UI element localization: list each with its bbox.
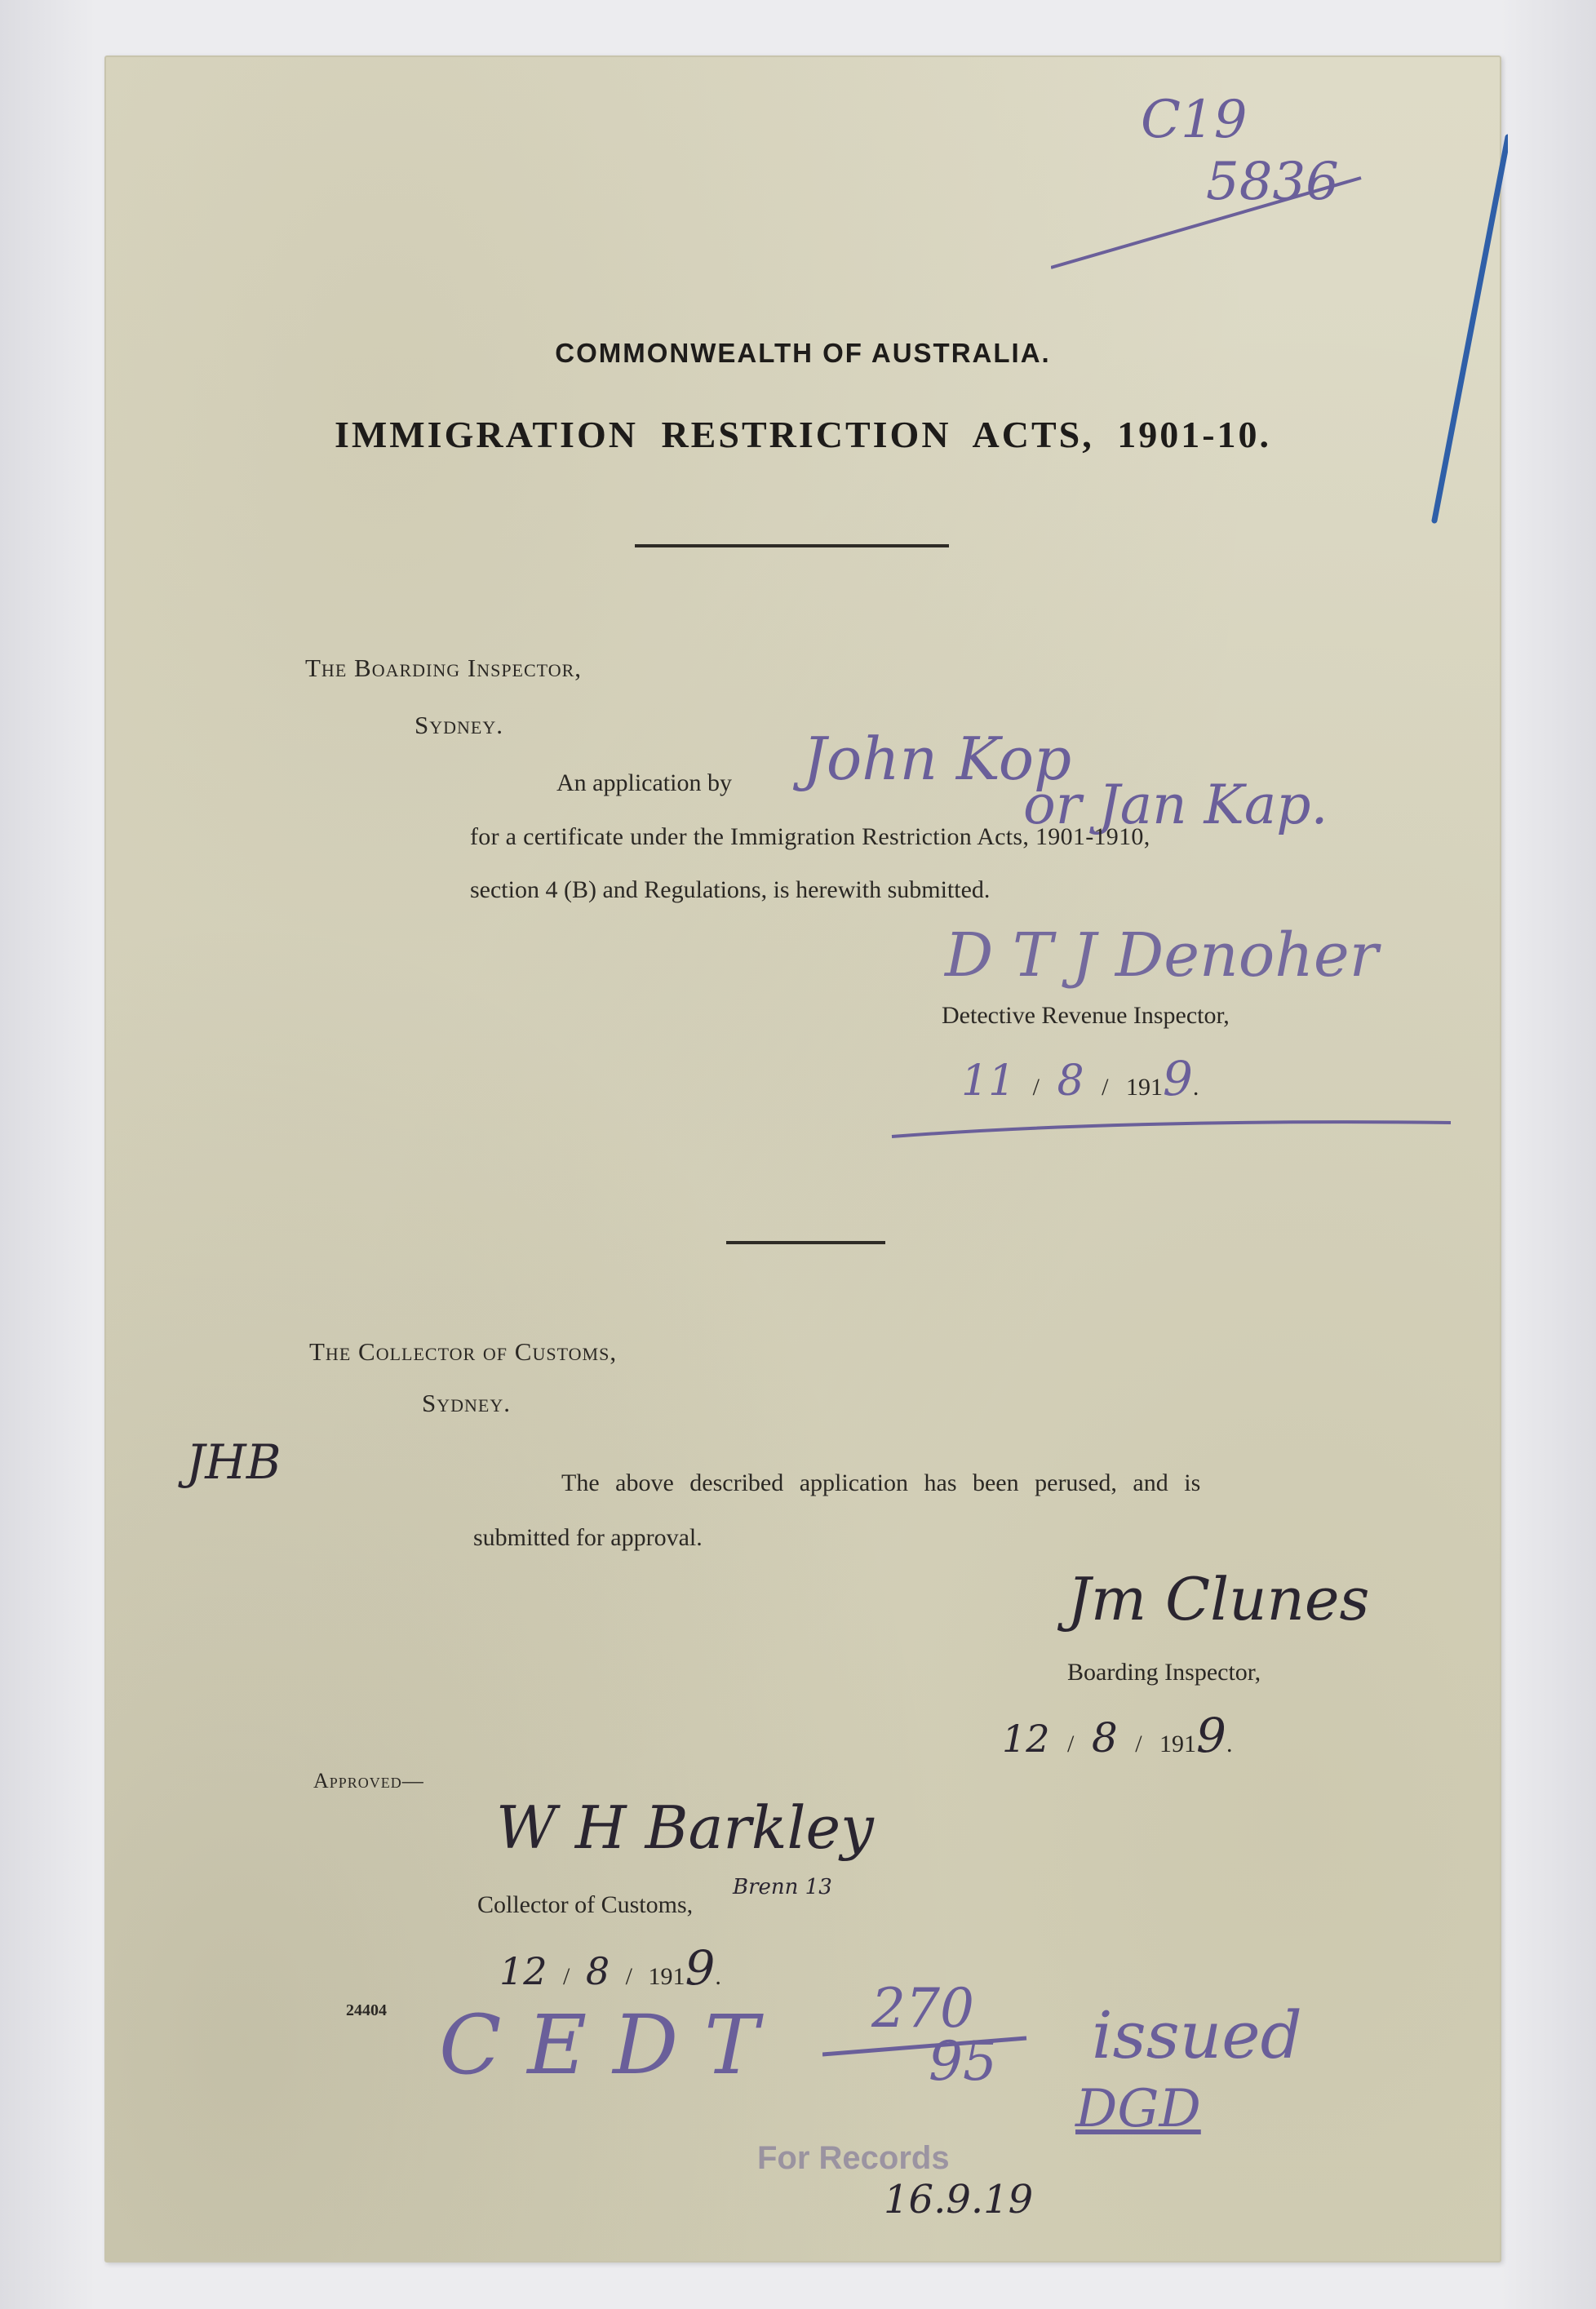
document-page (104, 55, 1501, 2262)
header-rule (635, 544, 949, 547)
detective-title: Detective Revenue Inspector, (942, 1002, 1230, 1029)
file-number-bottom: 5836 (1206, 152, 1339, 212)
application-line-2: for a certificate under the Immigration Restriction Acts, 1901-1910, (470, 823, 1150, 850)
section1-date-year-hand: 9 (1162, 1051, 1193, 1106)
fraction-bottom: 95 (929, 2030, 997, 2093)
collector-signature: W H Barkley (496, 1793, 874, 1862)
section2-date-year-hand: 9 (1196, 1708, 1226, 1763)
approval-date: 12 / 8 / 1919. (499, 1940, 721, 1996)
fraction-top: 270 (871, 1977, 974, 2040)
approval-date-year-hand: 9 (685, 1940, 716, 1996)
section1-date-month: 8 (1057, 1057, 1084, 1106)
applicant-alias: or Jan Kap. (1023, 773, 1328, 836)
approval-date-year: 191 (648, 1963, 685, 1990)
ced-annotation: C E D T (439, 1997, 759, 2093)
country-heading: COMMONWEALTH OF AUSTRALIA. (555, 338, 1051, 368)
addressee-boarding-inspector: The Boarding Inspector, (305, 654, 583, 682)
for-records-stamp: For Records (757, 2140, 950, 2176)
for-records-date: 16.9.19 (884, 2177, 1034, 2223)
approved-label: Approved— (313, 1769, 424, 1793)
form-number: 24404 (346, 2001, 387, 2019)
application-by-text: An application by (556, 769, 732, 796)
city-sydney-1: Sydney. (415, 711, 503, 739)
approval-date-day: 12 (499, 1949, 548, 1993)
collector-title: Collector of Customs, (477, 1891, 694, 1918)
city-sydney-2: Sydney. (422, 1389, 511, 1417)
section1-date-year: 191 (1125, 1074, 1163, 1101)
applicant-name: John Kop (803, 725, 1072, 793)
perused-line-1: The above described application has been perused, and is (561, 1469, 1201, 1496)
perused-line-2: submitted for approval. (473, 1524, 703, 1551)
approval-date-month: 8 (585, 1949, 610, 1993)
boarding-inspector-title: Boarding Inspector, (1067, 1659, 1261, 1686)
boarding-inspector-signature: Jm Clunes (1067, 1565, 1370, 1633)
act-heading: IMMIGRATION RESTRICTION ACTS, 1901-10. (334, 414, 1272, 455)
section2-date-day: 12 (1002, 1717, 1050, 1761)
section-divider (726, 1241, 885, 1244)
denoher-signature: D T J Denoher (945, 920, 1379, 991)
file-number-top: C19 (1141, 90, 1248, 150)
file-number-stroke (1051, 113, 1508, 537)
section2-date-year: 191 (1159, 1731, 1197, 1757)
section2-date-month: 8 (1091, 1714, 1118, 1762)
issuer-initials: DGD (1075, 2079, 1201, 2139)
section1-date: 11 / 8 / 1919. (961, 1051, 1199, 1106)
addressee-collector: The Collector of Customs, (309, 1337, 618, 1366)
section1-date-day: 11 (961, 1057, 1016, 1106)
section2-date: 12 / 8 / 1919. (1002, 1708, 1233, 1763)
collector-signature-note: Brenn 13 (733, 1875, 832, 1899)
application-line-3: section 4 (B) and Regulations, is herewith submitted. (470, 876, 991, 903)
margin-initials: JHB (186, 1434, 282, 1490)
issued-annotation: issued (1092, 1997, 1302, 2073)
section1-date-underline (888, 1100, 1459, 1149)
